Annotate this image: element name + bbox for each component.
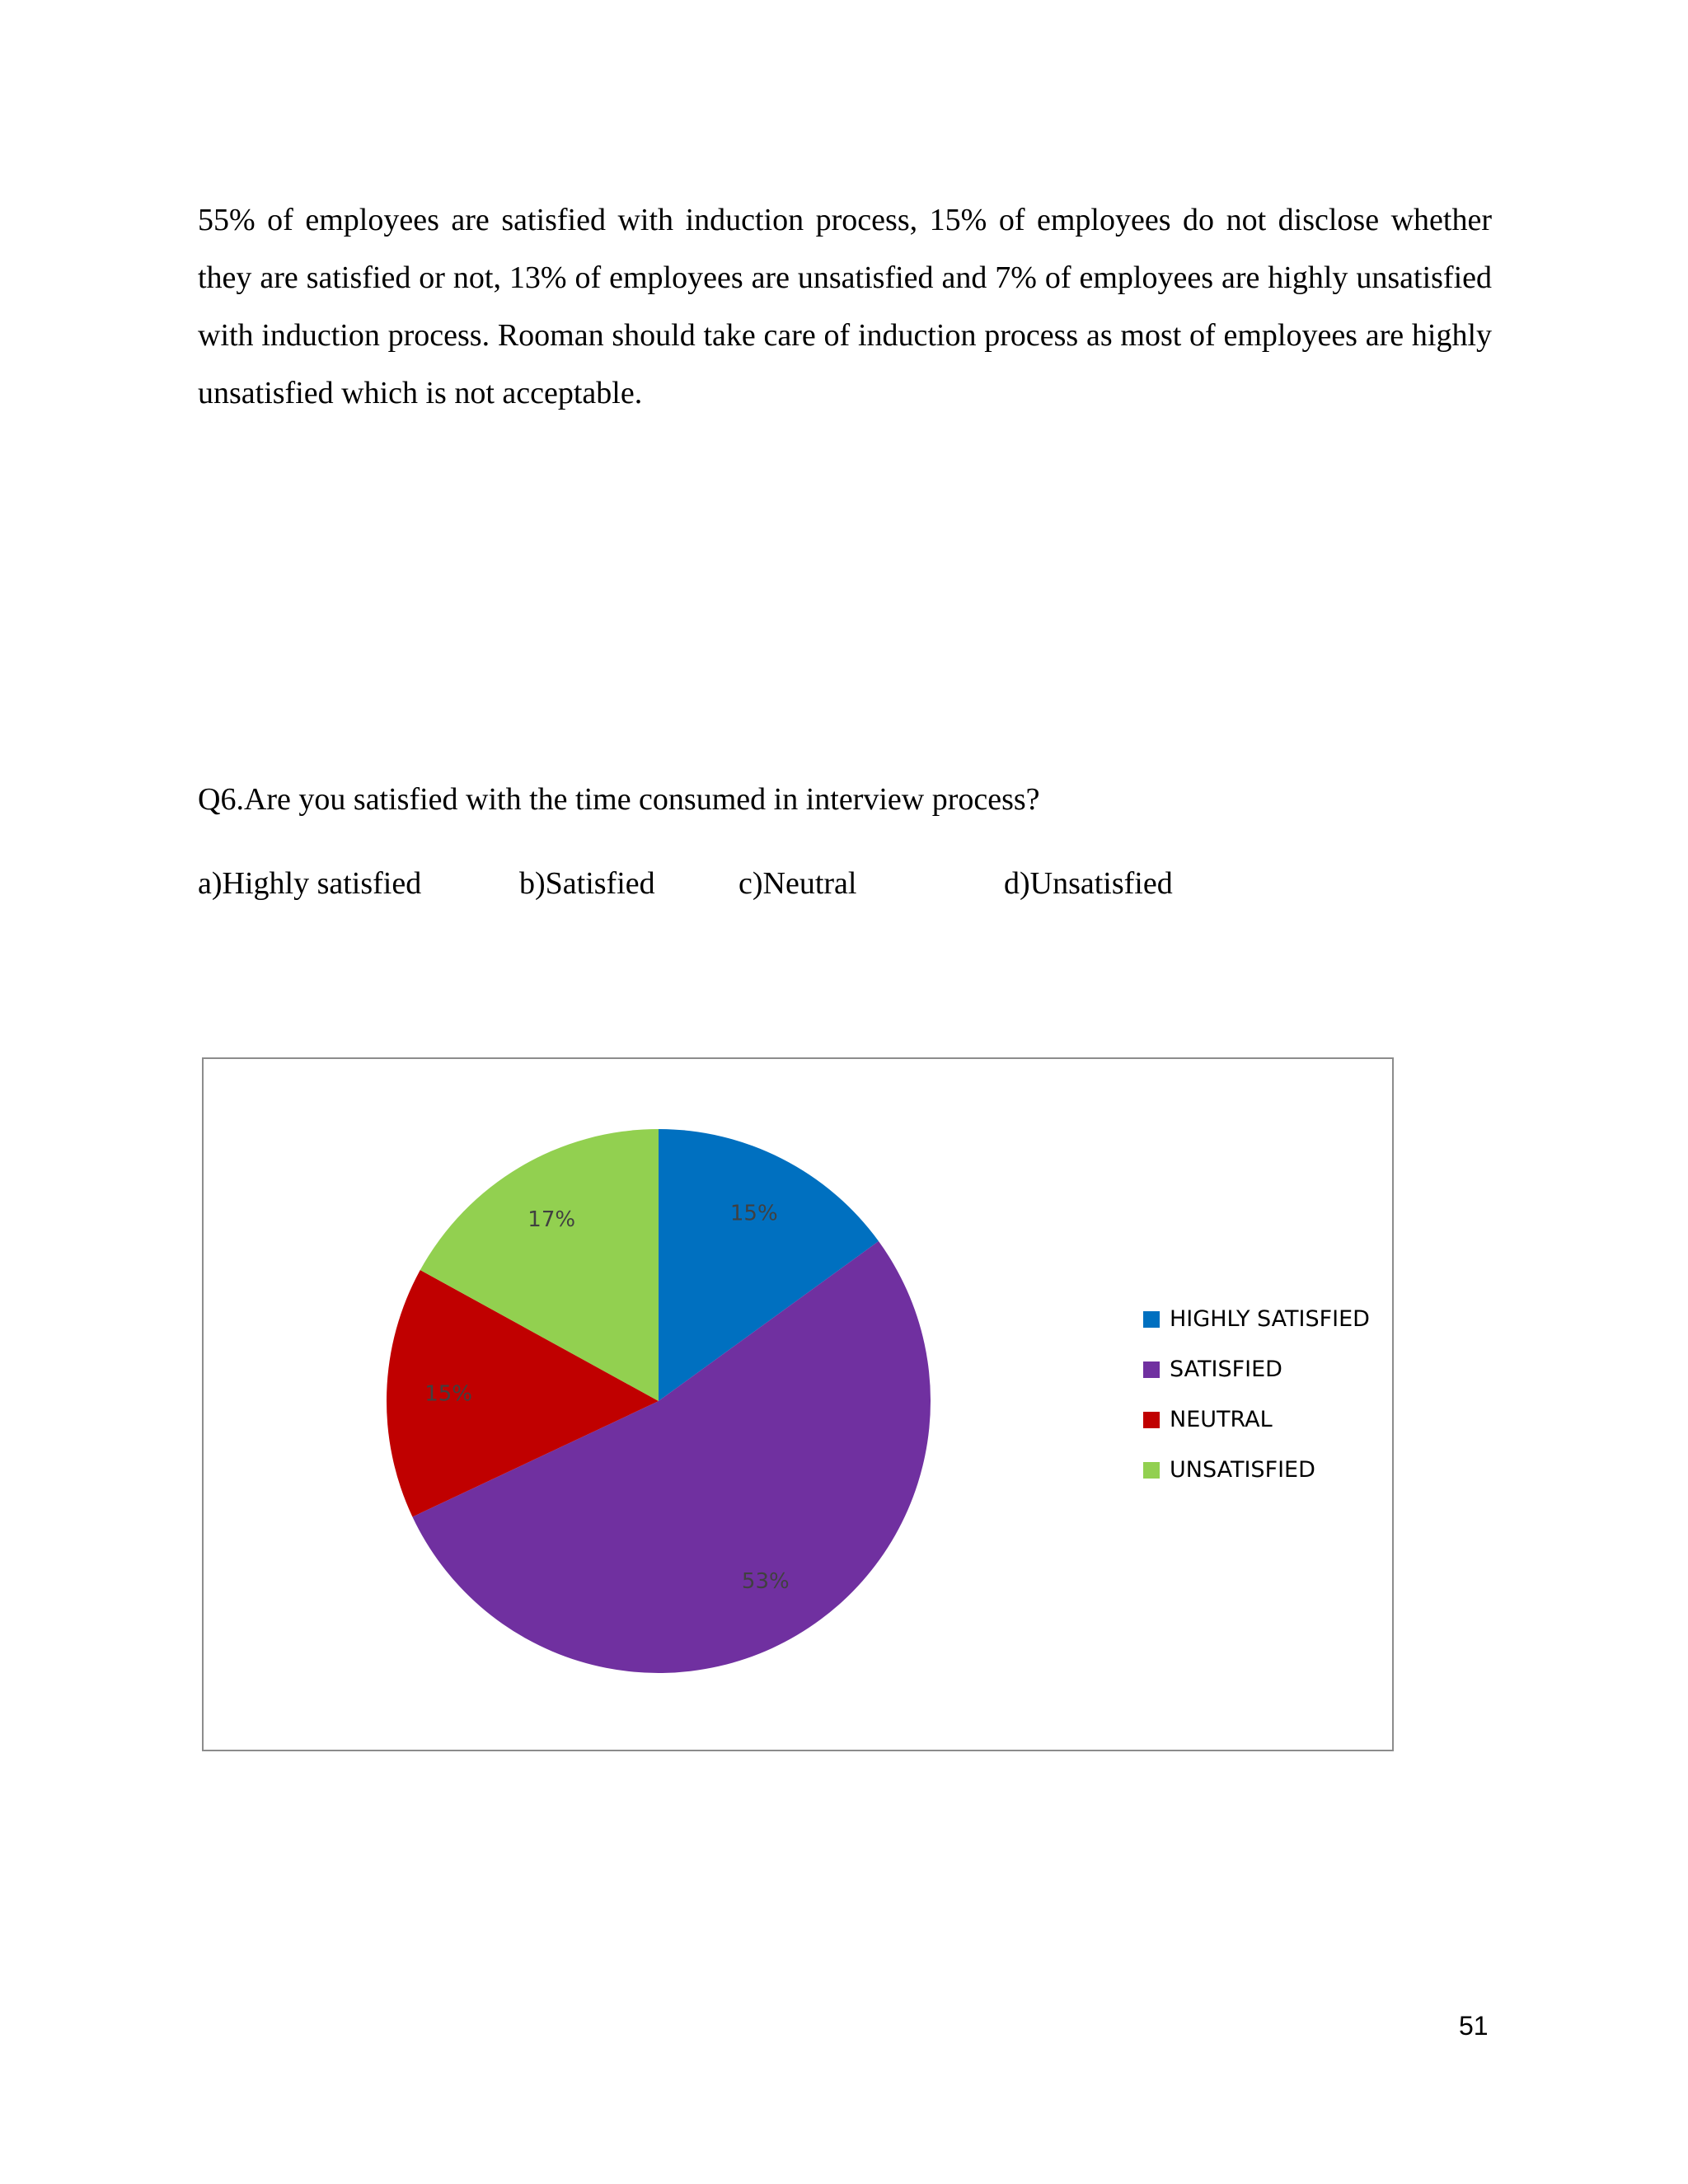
- page-number: 51: [1459, 2011, 1489, 2041]
- legend-label: NEUTRAL: [1170, 1407, 1273, 1432]
- legend-swatch: [1143, 1361, 1160, 1378]
- legend-item: [1143, 1407, 1370, 1457]
- legend-label: SATISFIED: [1170, 1357, 1282, 1382]
- option-d: d)Unsatisfied: [1004, 866, 1173, 901]
- slice-label-neutral: 15%: [424, 1381, 473, 1407]
- slice-label-unsatisfied: 17%: [528, 1207, 576, 1233]
- option-a: a)Highly satisfied: [198, 866, 422, 901]
- chart-legend: [1143, 1306, 1370, 1507]
- legend-item: [1143, 1306, 1370, 1357]
- legend-swatch: [1143, 1311, 1160, 1328]
- pie-chart-frame: [202, 1057, 1394, 1751]
- legend-label: HIGHLY SATISFIED: [1170, 1306, 1370, 1332]
- legend-swatch: [1143, 1462, 1160, 1479]
- answer-options: [198, 865, 1352, 915]
- body-paragraph: 55% of employees are satisfied with induction process, 15% of employees do not disclose whether they are satisfied or not, 13% of employees are unsatisfied and 7% of employees are highly unsatisfied with induction process. Rooman should take care of induction process as most of employees are highly unsatisfied which is not acceptable.: [198, 203, 1492, 410]
- question-text: Q6.Are you satisfied with the time consumed in interview process?: [198, 782, 1040, 817]
- slice-label-highly-satisfied: 15%: [729, 1201, 778, 1226]
- option-c: c)Neutral: [738, 866, 857, 901]
- slice-label-satisfied: 53%: [741, 1568, 790, 1594]
- legend-item: [1143, 1457, 1370, 1507]
- legend-swatch: [1143, 1412, 1160, 1428]
- legend-label: UNSATISFIED: [1170, 1457, 1315, 1483]
- option-b: b)Satisfied: [519, 866, 655, 901]
- legend-item: [1143, 1357, 1370, 1407]
